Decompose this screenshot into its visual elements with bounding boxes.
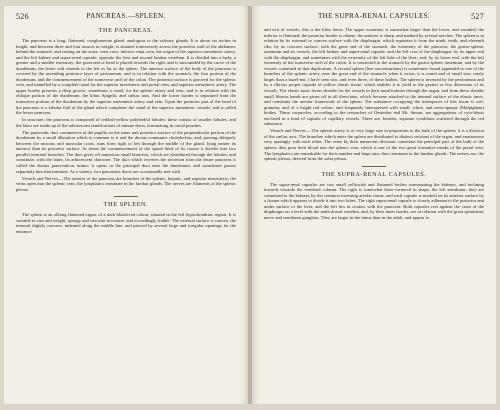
left-running-head	[16, 12, 236, 21]
right-running-title: THE SUPRA-RENAL CAPSULES.	[317, 12, 431, 20]
section-title-supra-renal: THE SUPRA-RENAL CAPSULES.	[321, 170, 427, 178]
paragraph: The supra-renal capsules are two small yellowish and flattened bodies surmounting the kidneys, and inclining inwards towards the vertebral column. The right is somewhat three-cornered in shape, the left semilunar; they are connected to the kidneys by the common investing areolar tissue, and each capsule is marked on its anterior surface by a fissure which appears to divide it into two lobes. The right supra-renal capsule is closely adherent to the posterior and under surface of the liver, and the left lies in contact with the pancreas. Both capsules rest against the crura of the diaphragm on a level with the tenth dorsal vertebra, and, by their inner border, are in relation with the great splanchnic nerve and semilunar ganglion. They are larger in the fœtus than in the adult, and appear to	[264, 181, 484, 220]
paragraph: and exit of vessels; this is the hilus lienis. The upper extremity is somewhat larger than the lower, and rounded; the inferior is flattened; the posterior border is obtuse, the anterior is sharp, and marked by several notches. The spleen is in relation by its external or convex surface with the diaphragm, which separates it from the ninth, tenth, and eleventh ribs; by its concave surface, with the great end of the stomach, the extremity of the pancreas, the gastro-splenic omentum and its vessels, the left kidney and supra-renal capsule, and the left crus of the diaphragm; by its upper end with the diaphragm, and sometimes with the extremity of the left lobe of the liver; and, by its lower end, with the left extremity of the transverse arch of the colon. It is connected to the stomach by the gastro-splenic omentum, and by the vessels contained in that duplicature. A second spleen (lien succenturiatus) is sometimes found appended to one of the branches of the splenic artery, near the great end of the stomach; when it exists, it is round and of small size, rarely larger than a hazel-nut. I have seen two, and even three, of these bodies. The spleen is invested by the peritoneum and by a fibrous proper capsule of yellow elastic tissue, which enables it to yield to the greater or less distension of its vessels. The elastic tunic forms sheaths for the vessels in their ramifications through the organ, and from these sheaths small fibrous bands are given off in all directions, which become attached to the internal surface of the elastic tunic, and constitute the areolar framework of the spleen. The substance occupying the interspaces of this tissue is soft, granular, and of a bright red colour; and frequently interspersed with small, white, and semi-opaque (Malpighian) bodies. These corpuscles, according to the researches of Oesterlen and Mr. Simon, are aggregations of cyto-blasts enclosed in a kind of capsule of capillary vessels. There are, besides, separate cytoblasts scattered through the red substance.	[264, 27, 484, 127]
section-title-pancreas: THE PANCREAS.	[98, 27, 154, 34]
paragraph: Vessels and Nerves.—The arteries of the pancreas are branches of the splenic, hepatic, and superior mesenteric; the veins open into the splenic vein; the lymphatics terminate in the lumbar glands. The nerves are filaments of the splenic plexus.	[16, 175, 236, 192]
section-divider	[114, 196, 138, 197]
paragraph: Vessels and Nerves.—The splenic artery is of very large size in proportion to the bulk of the spleen; it is a division of the cœliac axis. The branches which enter the spleen are distributed to distinct sections of the organ, and anastomose very sparingly with each other. The veins by their numerous divisions constitute the principal part of the bulk of the spleen; they pour their blood into the splenic vein, which is one of the two great formative trunks of the portal vein. The lymphatics are remarkable for their number and large size; they terminate in the lumbar glands. The nerves are, the splenic plexus, derived from the solar plexus.	[264, 128, 484, 162]
section-divider	[362, 166, 386, 167]
paragraph: The spleen is an oblong flattened organ, of a dark bluish-red colour, situated in the left hypochondriac region. It is variable in size and weight, spongy and vascular in texture, and exceedingly friable. The external surface is convex, the internal slightly concave, indented along the middle line, and pierced by several large and irregular openings for the entrance	[16, 212, 236, 234]
right-page-number: 527	[471, 12, 484, 21]
paragraph: The pancreatic duct commences at the papilla on the inner and posterior surface of the perpendicular portion of the duodenum by a small dilatation which is common to it and the ductus communis choledochus, and, passing obliquely between the mucous and muscular coats, runs from right to left through the middle of the gland, lying nearer its anterior than its posterior surface. At about the commencement of the spinal third of its course it divides into two parallel terminal branches. The duct gives off numerous small branches, which are distributed through the lobules, and constitute, with the latter, its arborescent character. The duct which receives the secretion from the lesser pancreas is called the ductus pancreaticus minor; it opens in the principal duct near the duodenum, and sometimes passes separately into that intestine. As a variety, two pancreatic ducts are occasionally met with.	[16, 129, 236, 174]
right-running-head	[264, 12, 484, 21]
section-title-spleen: THE SPLEEN.	[103, 201, 149, 209]
left-page	[4, 6, 248, 404]
left-page-number: 526	[16, 12, 29, 21]
left-running-title: PANCREAS.—SPLEEN.	[86, 12, 166, 20]
paragraph: In structure, the pancreas is composed of reddish-yellow polyhedral lobules; these consist of smaller lobules, and the latter are made up of the arborescent ramifications of minute ducts, terminating in cæcal pouches.	[16, 117, 236, 128]
right-page	[252, 6, 496, 404]
paragraph: The pancreas is a long, flattened, conglomerate gland, analogous to the salivary glands. It is about six inches in length, and between three and four ounces in weight; is situated transversely across the posterior wall of the abdomen, behind the stomach, and resting on the aorta, vena cava, inferior vena cava, the origin of the superior mesenteric artery, and the left kidney and supra-renal capsule; opposite the first and second lumbar vertebræ. It is divided into a body, a greater and a smaller extremity: the great end or head is placed towards the right, and is surrounded by the curve of the duodenum; the lesser end extends to the left as far as the spleen. The anterior surface of the body of the pancreas is covered by the ascending posterior layer of peritoneum, and is in relation with the stomach, the first portion of the duodenum, and the commencement of the transverse arch of the colon. The posterior surface is grooved for the splenic vein, and tunnelled by a complete canal for the superior mesenteric and portal vein, and superior mesenteric artery. The upper border presents a deep groove, sometimes a canal, for the splenic artery and vein, and is in relation with the oblique portion of the duodenum, the lobus Spigelii, and cœliac axis. And the lower border is separated from the transverse portion of the duodenum by the superior mesenteric artery and vein. Upon the posterior part of the head of the pancreas is a lobular fold of the gland which completes the canal of the superior mesenteric vessels, and is called the lesser pancreas.	[16, 38, 236, 116]
